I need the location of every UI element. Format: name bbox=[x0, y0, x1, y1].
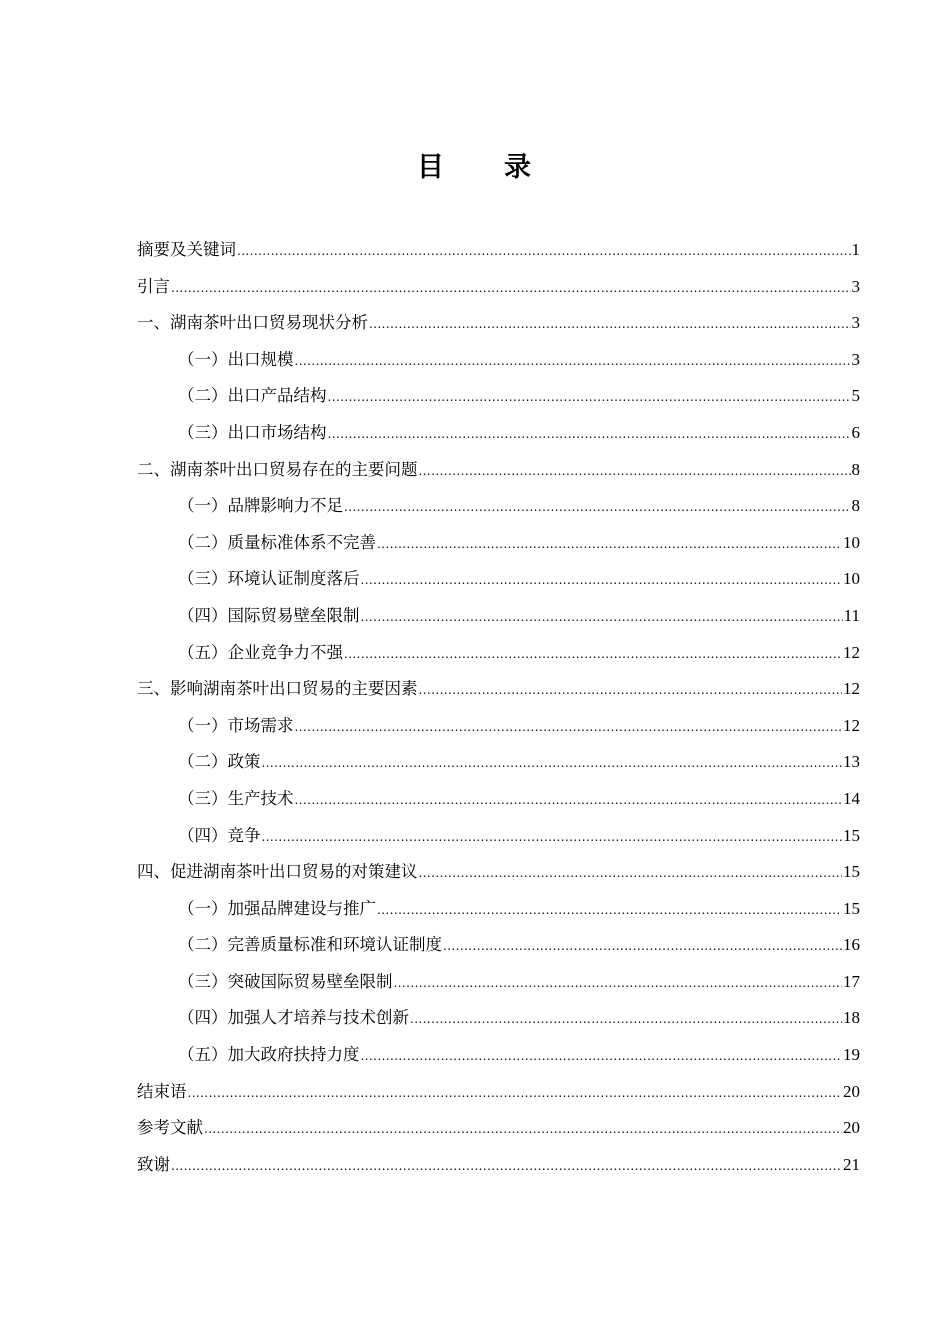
toc-entry-page-number: 3 bbox=[851, 349, 860, 369]
toc-entry-page-number: 13 bbox=[843, 752, 860, 772]
toc-entry-page-number: 15 bbox=[843, 862, 860, 882]
toc-entry-number: （三） bbox=[178, 422, 228, 442]
toc-entry-number: 三、 bbox=[137, 679, 170, 699]
toc-entry[interactable] bbox=[137, 854, 860, 891]
toc-entry-number: （一） bbox=[178, 349, 228, 369]
toc-entry-page-number: 20 bbox=[843, 1118, 860, 1138]
toc-entry-label: 湖南茶叶出口贸易存在的主要问题 bbox=[170, 459, 418, 479]
toc-entry[interactable] bbox=[137, 378, 860, 415]
toc-entry-label: 影响湖南茶叶出口贸易的主要因素 bbox=[170, 679, 418, 699]
toc-entry-number: （三） bbox=[178, 569, 228, 589]
toc-entry-page-number: 3 bbox=[851, 313, 860, 333]
dot-leader bbox=[328, 379, 851, 416]
toc-entry-page-number: 11 bbox=[843, 605, 860, 625]
toc-entry-label: 生产技术 bbox=[227, 788, 294, 808]
toc-entry-page-number: 18 bbox=[843, 1008, 860, 1028]
toc-entry-number: （一） bbox=[178, 898, 228, 918]
toc-entry[interactable] bbox=[137, 708, 860, 745]
toc-entry-label: 出口市场结构 bbox=[227, 422, 327, 442]
toc-entry[interactable] bbox=[137, 1000, 860, 1037]
toc-entry-page-number: 17 bbox=[843, 971, 860, 991]
toc-entry[interactable] bbox=[137, 1074, 860, 1111]
dot-leader bbox=[394, 965, 843, 1002]
toc-entry-number: （五） bbox=[178, 642, 228, 662]
toc-entry-number: （三） bbox=[178, 971, 228, 991]
toc-entry-page-number: 3 bbox=[851, 276, 860, 296]
toc-entry-label: 摘要及关键词 bbox=[137, 240, 236, 259]
toc-entry[interactable] bbox=[137, 891, 860, 928]
dot-leader bbox=[344, 489, 851, 526]
toc-entry-number: （二） bbox=[178, 752, 228, 772]
toc-entry-label: 加强人才培养与技术创新 bbox=[227, 1008, 409, 1028]
toc-entry-label: 结束语 bbox=[137, 1081, 187, 1101]
toc-entry-label: 加大政府扶持力度 bbox=[227, 1045, 360, 1065]
toc-entry-label: 政策 bbox=[227, 752, 261, 772]
toc-entry-page-number: 16 bbox=[843, 935, 860, 955]
toc-entry-page-number: 1 bbox=[851, 240, 860, 259]
toc-entry-label: 突破国际贸易壁垒限制 bbox=[227, 971, 393, 991]
toc-entry-page-number: 10 bbox=[843, 569, 860, 589]
toc-entry-page-number: 21 bbox=[843, 1154, 860, 1174]
toc-entry[interactable] bbox=[137, 964, 860, 1001]
toc-entry-page-number: 6 bbox=[851, 422, 860, 442]
dot-leader bbox=[295, 782, 843, 819]
table-of-contents bbox=[137, 232, 860, 1183]
toc-entry-number: 一、 bbox=[137, 313, 170, 333]
toc-entry-label: 加强品牌建设与推广 bbox=[227, 898, 376, 918]
toc-entry-number: （三） bbox=[178, 788, 228, 808]
toc-entry-label: 市场需求 bbox=[227, 715, 294, 735]
toc-entry-page-number: 15 bbox=[843, 825, 860, 845]
dot-leader bbox=[237, 233, 851, 270]
toc-entry-label: 促进湖南茶叶出口贸易的对策建议 bbox=[170, 862, 418, 882]
toc-entry[interactable] bbox=[137, 671, 860, 708]
toc-entry-number: （二） bbox=[178, 532, 228, 552]
toc-entry-page-number: 12 bbox=[843, 679, 860, 699]
toc-entry-page-number: 12 bbox=[843, 715, 860, 735]
toc-entry-number: （四） bbox=[178, 825, 228, 845]
toc-entry[interactable] bbox=[137, 1110, 860, 1147]
toc-entry-number: 二、 bbox=[137, 459, 170, 479]
dot-leader bbox=[410, 1001, 842, 1038]
toc-entry-label: 参考文献 bbox=[137, 1118, 203, 1138]
toc-entry-page-number: 15 bbox=[843, 898, 860, 918]
dot-leader bbox=[171, 270, 851, 307]
toc-entry[interactable] bbox=[137, 1147, 860, 1184]
page-title bbox=[0, 145, 950, 184]
toc-entry-label: 企业竞争力不强 bbox=[227, 642, 343, 662]
dot-leader bbox=[328, 416, 851, 453]
toc-entry[interactable] bbox=[137, 488, 860, 525]
dot-leader bbox=[262, 819, 843, 856]
toc-entry-page-number: 20 bbox=[843, 1081, 860, 1101]
toc-entry-page-number: 8 bbox=[851, 496, 860, 516]
toc-entry[interactable] bbox=[137, 744, 860, 781]
toc-entry-label: 国际贸易壁垒限制 bbox=[227, 605, 360, 625]
dot-leader bbox=[377, 892, 842, 929]
toc-entry[interactable] bbox=[137, 415, 860, 452]
toc-entry[interactable] bbox=[137, 635, 860, 672]
toc-entry[interactable] bbox=[137, 452, 860, 489]
dot-leader bbox=[361, 599, 843, 636]
toc-entry[interactable] bbox=[137, 525, 860, 562]
dot-leader bbox=[204, 1111, 842, 1148]
dot-leader bbox=[377, 526, 842, 563]
toc-entry[interactable] bbox=[137, 305, 860, 342]
toc-entry-label: 竞争 bbox=[227, 825, 261, 845]
dot-leader bbox=[344, 636, 842, 673]
toc-entry-number: （一） bbox=[178, 496, 228, 516]
toc-entry-number: （五） bbox=[178, 1045, 228, 1065]
toc-entry-page-number: 8 bbox=[851, 459, 860, 479]
toc-entry[interactable] bbox=[137, 269, 860, 306]
toc-entry-number: 四、 bbox=[137, 862, 170, 882]
toc-entry[interactable] bbox=[137, 818, 860, 855]
dot-leader bbox=[369, 306, 851, 343]
toc-entry[interactable] bbox=[137, 561, 860, 598]
toc-entry[interactable] bbox=[137, 598, 860, 635]
toc-entry-number: （一） bbox=[178, 715, 228, 735]
toc-entry-number: （四） bbox=[178, 605, 228, 625]
toc-entry-number: （四） bbox=[178, 1008, 228, 1028]
title-char-left: 目 bbox=[417, 152, 446, 183]
dot-leader bbox=[419, 453, 851, 490]
toc-entry-label: 引言 bbox=[137, 276, 170, 296]
dot-leader bbox=[419, 672, 843, 709]
dot-leader bbox=[262, 745, 843, 782]
title-char-right: 录 bbox=[504, 152, 533, 183]
toc-entry-label: 湖南茶叶出口贸易现状分析 bbox=[170, 313, 368, 333]
toc-entry-label: 环境认证制度落后 bbox=[227, 569, 360, 589]
toc-entry-page-number: 10 bbox=[843, 532, 860, 552]
toc-entry-number: （二） bbox=[178, 386, 228, 406]
toc-entry[interactable] bbox=[137, 927, 860, 964]
dot-leader bbox=[171, 1148, 842, 1185]
toc-entry-label: 完善质量标准和环境认证制度 bbox=[227, 935, 442, 955]
toc-entry-label: 出口产品结构 bbox=[227, 386, 327, 406]
toc-entry-page-number: 19 bbox=[843, 1045, 860, 1065]
toc-entry-label: 质量标准体系不完善 bbox=[227, 532, 376, 552]
toc-entry-page-number: 12 bbox=[843, 642, 860, 662]
dot-leader bbox=[188, 1075, 843, 1112]
dot-leader bbox=[295, 709, 843, 746]
toc-entry[interactable] bbox=[137, 781, 860, 818]
dot-leader bbox=[419, 855, 843, 892]
dot-leader bbox=[443, 928, 842, 965]
toc-entry-label: 致谢 bbox=[137, 1154, 170, 1174]
toc-entry[interactable] bbox=[137, 232, 860, 269]
dot-leader bbox=[361, 1038, 843, 1075]
dot-leader bbox=[295, 343, 851, 380]
dot-leader bbox=[361, 562, 843, 599]
toc-entry-page-number: 14 bbox=[843, 788, 860, 808]
toc-entry-page-number: 5 bbox=[851, 386, 860, 406]
toc-entry[interactable] bbox=[137, 342, 860, 379]
toc-entry-label: 出口规模 bbox=[227, 349, 294, 369]
toc-entry-number: （二） bbox=[178, 935, 228, 955]
toc-entry[interactable] bbox=[137, 1037, 860, 1074]
toc-entry-label: 品牌影响力不足 bbox=[227, 496, 343, 516]
